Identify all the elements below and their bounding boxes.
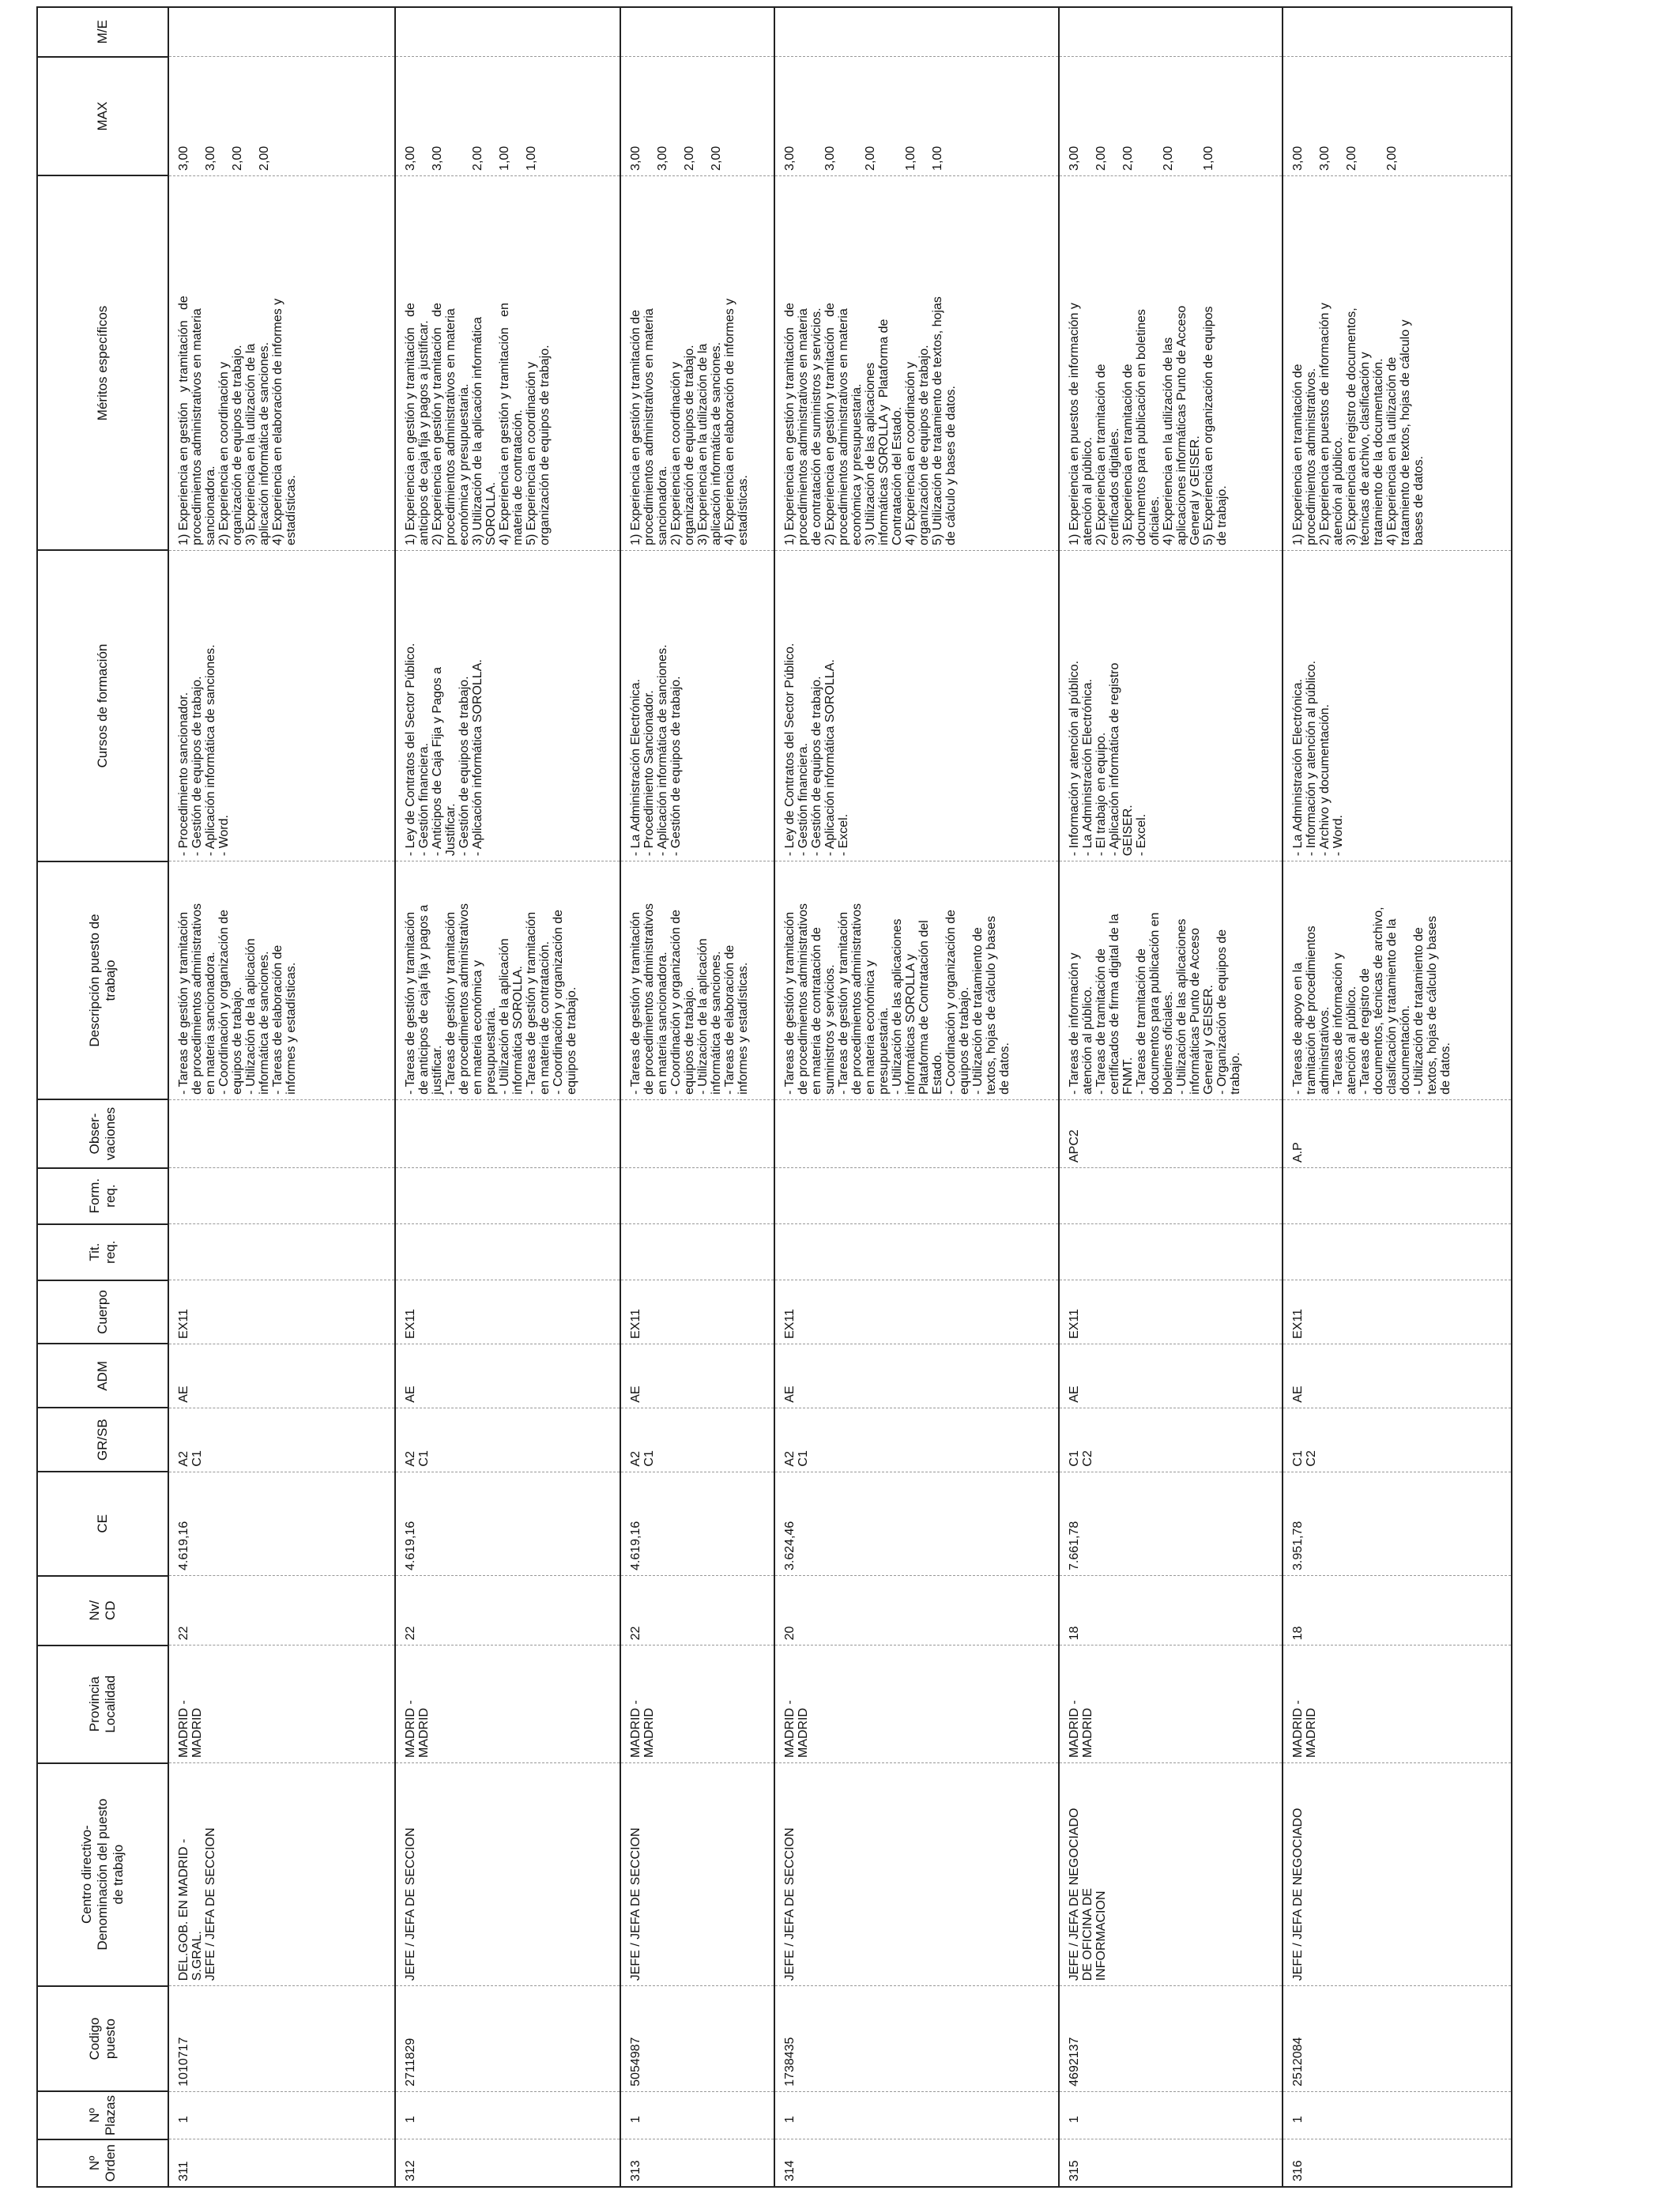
titulacion-cell — [774, 1224, 1059, 1280]
plazas-cell: 1 — [620, 2091, 774, 2139]
codigo-cell: 2711829 — [395, 1986, 620, 2092]
job-positions-table — [36, 6, 1512, 2188]
centro-cell: JEFE / JEFA DE NEGOCIADO DE OFICINA DE INFORMACION — [1059, 1763, 1283, 1986]
table-row — [774, 7, 1059, 2187]
formacion-cell — [620, 1168, 774, 1224]
header-grupo: GR/SB — [37, 1408, 168, 1472]
titulacion-cell — [620, 1224, 774, 1280]
header-codigo: Codigo puesto — [37, 1986, 168, 2092]
header-formacion: Form. req. — [37, 1168, 168, 1224]
cursos-cell: - Ley de Contratos del Sector Público. - Gestión financiera. - Gestión de equipos de trabajo. - Aplicación informática SOROLLA. - Excel. — [774, 550, 1059, 861]
centro-cell: JEFE / JEFA DE SECCION — [620, 1763, 774, 1986]
ce-cell: 4.619,16 — [395, 1472, 620, 1575]
me-cell — [1059, 7, 1283, 57]
observaciones-cell — [774, 1099, 1059, 1167]
cursos-cell: - Procedimiento sancionador. - Gestión de equipos de trabajo. - Aplicación informática de sanciones. - Word. — [168, 550, 395, 861]
formacion-cell — [1059, 1168, 1283, 1224]
formacion-cell — [168, 1168, 395, 1224]
orden-cell: 314 — [774, 2139, 1059, 2187]
grupo-cell: C1 C2 — [1059, 1408, 1283, 1472]
header-adm: ADM — [37, 1344, 168, 1408]
cuerpo-cell: EX11 — [774, 1280, 1059, 1344]
centro-cell: JEFE / JEFA DE SECCION — [395, 1763, 620, 1986]
provincia-cell: MADRID - MADRID — [774, 1646, 1059, 1763]
orden-cell: 313 — [620, 2139, 774, 2187]
formacion-cell — [774, 1168, 1059, 1224]
table-row — [1059, 7, 1283, 2187]
header-nivel: Nv/ CD — [37, 1576, 168, 1646]
provincia-cell: MADRID - MADRID — [168, 1646, 395, 1763]
me-cell — [620, 7, 774, 57]
adm-cell: AE — [1059, 1344, 1283, 1408]
codigo-cell: 4692137 — [1059, 1986, 1283, 2092]
formacion-cell — [1283, 1168, 1512, 1224]
codigo-cell: 1738435 — [774, 1986, 1059, 2092]
grupo-cell: A2 C1 — [620, 1408, 774, 1472]
header-titulacion: Tit. req. — [37, 1224, 168, 1280]
plazas-cell: 1 — [774, 2091, 1059, 2139]
adm-cell: AE — [395, 1344, 620, 1408]
table-row — [620, 7, 774, 2187]
provincia-cell: MADRID - MADRID — [620, 1646, 774, 1763]
codigo-cell: 1010717 — [168, 1986, 395, 2092]
max-cell: 3,00 3,00 2,00 2,00 — [168, 57, 395, 176]
codigo-cell: 5054987 — [620, 1986, 774, 2092]
cuerpo-cell: EX11 — [620, 1280, 774, 1344]
nivel-cell: 22 — [395, 1576, 620, 1646]
max-cell: 3,00 3,00 2,00 1,00 1,00 — [395, 57, 620, 176]
max-cell: 3,00 3,00 2,00 2,00 — [1283, 57, 1512, 176]
header-max: MAX — [37, 57, 168, 176]
cursos-cell: - Ley de Contratos del Sector Público. - Gestión financiera. - Anticipos de Caja Fija y Pagos a Justificar. - Gestión de equipos de trabajo. - Aplicación informática SOROLLA. — [395, 550, 620, 861]
meritos-cell: 1) Experiencia en tramitación de procedimientos administrativos. 2) Experiencia en puestos de información y atención al público. 3) Experiencia en registro de documentos, técnicas de archivo, clasificación y tratamiento de la documentación. 4) Experiencia en la utilización de tratamiento de textos, hojas de cálculo y bases de datos. — [1283, 175, 1512, 550]
ce-cell: 3.624,46 — [774, 1472, 1059, 1575]
centro-cell: JEFE / JEFA DE SECCION — [774, 1763, 1059, 1986]
table-row — [395, 7, 620, 2187]
header-row — [37, 7, 168, 2187]
max-cell: 3,00 3,00 2,00 2,00 — [620, 57, 774, 176]
nivel-cell: 18 — [1283, 1576, 1512, 1646]
cuerpo-cell: EX11 — [1283, 1280, 1512, 1344]
me-cell — [168, 7, 395, 57]
plazas-cell: 1 — [168, 2091, 395, 2139]
grupo-cell: A2 C1 — [774, 1408, 1059, 1472]
plazas-cell: 1 — [1059, 2091, 1283, 2139]
meritos-cell: 1) Experiencia en puestos de información y atención al público. 2) Experiencia en tramitación de certificados digitales. 3) Experiencia en tramitación de documentos para publicación en boletines oficiales. 4) Experiencia en la utilización de las aplicaciones informáticas Punto de Acceso General y GEISER. 5) Experiencia en organización de equipos de trabajo. — [1059, 175, 1283, 550]
cursos-cell: - La Administración Electrónica. - Procedimiento Sancionador. - Aplicación informática de sanciones. - Gestión de equipos de trabajo. — [620, 550, 774, 861]
descripcion-cell: - Tareas de gestión y tramitación de procedimientos administrativos en materia sancionadora. - Coordinación y organización de equipos de trabajo. - Utilización de la aplicación informática de sanciones. - Tareas de elaboración de informes y estadísticas. — [620, 861, 774, 1100]
nivel-cell: 22 — [620, 1576, 774, 1646]
header-meritos: Méritos específicos — [37, 175, 168, 550]
meritos-cell: 1) Experiencia en gestión y tramitación de procedimientos administrativos en materia sancionadora. 2) Experiencia en coordinación y organización de equipos de trabajo. 3) Experiencia en la utilización de la aplicación informática de sanciones. 4) Experiencia en elaboración de informes y estadísticas. — [620, 175, 774, 550]
table-row — [168, 7, 395, 2187]
descripcion-cell: - Tareas de gestión y tramitación de procedimientos administrativos en materia sancionadora. - Coordinación y organización de equipos de trabajo. - Utilización de la aplicación informática de sanciones. - Tareas de elaboración de informes y estadísticas. — [168, 861, 395, 1100]
grupo-cell: A2 C1 — [168, 1408, 395, 1472]
header-descripcion: Descripción puesto de trabajo — [37, 861, 168, 1100]
me-cell — [774, 7, 1059, 57]
nivel-cell: 18 — [1059, 1576, 1283, 1646]
nivel-cell: 22 — [168, 1576, 395, 1646]
observaciones-cell: A.P — [1283, 1099, 1512, 1167]
table-row — [1283, 7, 1512, 2187]
observaciones-cell — [395, 1099, 620, 1167]
codigo-cell: 2512084 — [1283, 1986, 1512, 2092]
me-cell — [395, 7, 620, 57]
header-provincia: Provincia Localidad — [37, 1646, 168, 1763]
orden-cell: 311 — [168, 2139, 395, 2187]
ce-cell: 4.619,16 — [620, 1472, 774, 1575]
header-cuerpo: Cuerpo — [37, 1280, 168, 1344]
header-ce: CE — [37, 1472, 168, 1575]
header-observaciones: Obser- vaciones — [37, 1099, 168, 1167]
header-centro: Centro directivo- Denominación del puesto de trabajo — [37, 1763, 168, 1986]
adm-cell: AE — [774, 1344, 1059, 1408]
observaciones-cell — [620, 1099, 774, 1167]
descripcion-cell: - Tareas de gestión y tramitación de procedimientos administrativos en materia de contratación de suministros y servicios. - Tareas de gestión y tramitación de procedimientos administrativos en materia económica y presupuestaria. - Utilización de las aplicaciones informáticas SOROLLA y Plataforma de Contratación del Estado. - Coordinación y organización de equipos de trabajo. - Utilización de tratamiento de textos, hojas de cálculo y bases de datos. — [774, 861, 1059, 1100]
ce-cell: 7.661,78 — [1059, 1472, 1283, 1575]
descripcion-cell: - Tareas de apoyo en la tramitación de procedimientos administrativos. - Tareas de información y atención al público. - Tareas de registro de documentos, técnicas de archivo, clasificación y tratamiento de la documentación. - Utilización de tratamiento de textos, hojas de cálculo y bases de datos. — [1283, 861, 1512, 1100]
ce-cell: 4.619,16 — [168, 1472, 395, 1575]
provincia-cell: MADRID - MADRID — [1283, 1646, 1512, 1763]
cuerpo-cell: EX11 — [168, 1280, 395, 1344]
formacion-cell — [395, 1168, 620, 1224]
observaciones-cell: APC2 — [1059, 1099, 1283, 1167]
meritos-cell: 1) Experiencia en gestión y tramitación de procedimientos administrativos en materia sancionadora. 2) Experiencia en coordinación y organización de equipos de trabajo. 3) Experiencia en la utilización de la aplicación informática de sanciones. 4) Experiencia en elaboración de informes y estadísticas. — [168, 175, 395, 550]
adm-cell: AE — [1283, 1344, 1512, 1408]
adm-cell: AE — [168, 1344, 395, 1408]
titulacion-cell — [395, 1224, 620, 1280]
meritos-cell: 1) Experiencia en gestión y tramitación de anticipos de caja fija y pagos a justificar. 2) Experiencia en gestión y tramitación de procedimientos administrativos en materia económica y presupuestaria. 3) Utilización de la aplicación informática SOROLLA. 4) Experiencia en gestión y tramitación en materia de contratación. 5) Experiencia en coordinación y organización de equipos de trabajo. — [395, 175, 620, 550]
adm-cell: AE — [620, 1344, 774, 1408]
max-cell: 3,00 3,00 2,00 1,00 1,00 — [774, 57, 1059, 176]
cursos-cell: - La Administración Electrónica. - Información y atención al público. - Archivo y documentación. - Word. — [1283, 550, 1512, 861]
orden-cell: 316 — [1283, 2139, 1512, 2187]
grupo-cell: A2 C1 — [395, 1408, 620, 1472]
max-cell: 3,00 2,00 2,00 2,00 1,00 — [1059, 57, 1283, 176]
provincia-cell: MADRID - MADRID — [395, 1646, 620, 1763]
descripcion-cell: - Tareas de información y atención al público. - Tareas de tramitación de certificados de firma digital de la FNMT. - Tareas de tramitación de documentos para publicación en boletines oficiales. - Utilización de las aplicaciones informáticas Punto de Acceso General y GEISER. - Organización de equipos de trabajo. — [1059, 861, 1283, 1100]
orden-cell: 315 — [1059, 2139, 1283, 2187]
plazas-cell: 1 — [1283, 2091, 1512, 2139]
me-cell — [1283, 7, 1512, 57]
centro-cell: JEFE / JEFA DE NEGOCIADO — [1283, 1763, 1512, 1986]
titulacion-cell — [168, 1224, 395, 1280]
plazas-cell: 1 — [395, 2091, 620, 2139]
descripcion-cell: - Tareas de gestión y tramitación de anticipos de caja fija y pagos a justificar. - Tareas de gestión y tramitación de procedimientos administrativos en materia económica y presupuestaria. - Utilización de la aplicación informática SOROLLA. - Tareas de gestión y tramitación en materia de contratación. - Coordinación y organización de equipos de trabajo. — [395, 861, 620, 1100]
header-orden: Nº Orden — [37, 2139, 168, 2187]
cuerpo-cell: EX11 — [395, 1280, 620, 1344]
header-cursos: Cursos de formación — [37, 550, 168, 861]
cuerpo-cell: EX11 — [1059, 1280, 1283, 1344]
cursos-cell: - Información y atención al público. - La Administración Electrónica. - El trabajo en equipo. - Aplicación informática de registro GEISER. - Excel. — [1059, 550, 1283, 861]
provincia-cell: MADRID - MADRID — [1059, 1646, 1283, 1763]
centro-cell: DEL.GOB. EN MADRID - S.GRAL. JEFE / JEFA DE SECCION — [168, 1763, 395, 1986]
orden-cell: 312 — [395, 2139, 620, 2187]
grupo-cell: C1 C2 — [1283, 1408, 1512, 1472]
titulacion-cell — [1059, 1224, 1283, 1280]
header-me: M/E — [37, 7, 168, 57]
meritos-cell: 1) Experiencia en gestión y tramitación de procedimientos administrativos en materia de contratación de suministros y servicios. 2) Experiencia en gestión y tramitación de procedimientos administrativos en materia económica y presupuestaria. 3) Utilización de las aplicaciones informáticas SOROLLA y Plataforma de Contratación del Estado. 4) Experiencia en coordinación y organización de equipos de trabajo. 5) Utilización de tratamiento de textos, hojas de cálculo y bases de datos. — [774, 175, 1059, 550]
ce-cell: 3.951,78 — [1283, 1472, 1512, 1575]
header-plazas: Nº Plazas — [37, 2091, 168, 2139]
observaciones-cell — [168, 1099, 395, 1167]
nivel-cell: 20 — [774, 1576, 1059, 1646]
titulacion-cell — [1283, 1224, 1512, 1280]
